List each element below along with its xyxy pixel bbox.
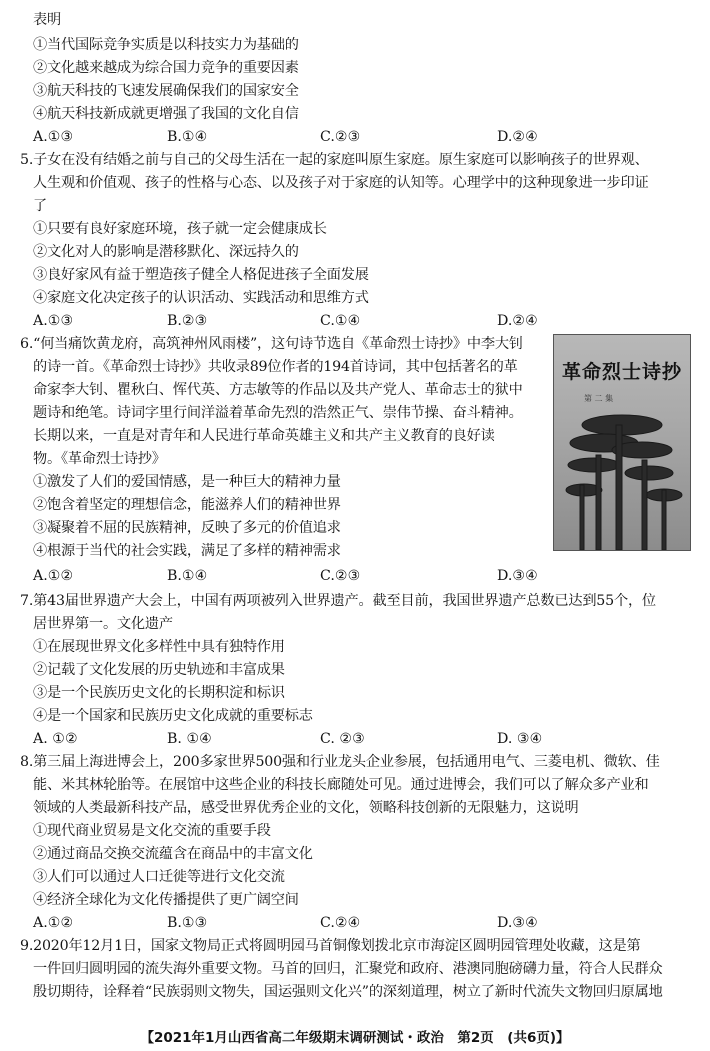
q4-option-3: ③航天科技的飞速发展确保我们的国家安全: [33, 83, 299, 99]
q5-stem-line-3: 了: [33, 198, 47, 214]
q8-stem-line-2: 能、米其林轮胎等。在展馆中这些企业的科技长廊随处可见。通过进博会，我们可以了解众多产业和: [33, 777, 649, 793]
q7-stem-line-2: 居世界第一。文化遗产: [33, 616, 173, 632]
q6-stem-line-3: 命家李大钊、瞿秋白、恽代英、方志敏等的作品以及共产党人、革命志士的狱中: [33, 382, 523, 398]
q6-stem-line-6: 物。《革命烈士诗抄》: [33, 451, 166, 467]
q8-option-3: ③人们可以通过人口迁徙等进行文化交流: [33, 869, 285, 885]
q4-option-4: ④航天科技新成就更增强了我国的文化自信: [33, 106, 299, 122]
q4-choice-c: C.②③: [320, 129, 361, 145]
q6-choice-c: C.②③: [320, 568, 361, 584]
q5-choice-d: D.②④: [497, 313, 538, 329]
q4-option-2: ②文化越来越成为综合国力竞争的重要因素: [33, 60, 299, 76]
pine-tree-illustration: [554, 395, 690, 550]
q8-stem-line-1: 8.第三届上海进博会上，200多家世界500强和行业龙头企业参展，包括通用电气、三菱电机、微软、佳: [20, 754, 660, 770]
q6-stem-line-4: 题诗和绝笔。诗词字里行间洋溢着革命先烈的浩然正气、崇伟节操、奋斗精神。: [33, 405, 523, 421]
q7-option-3: ③是一个民族历史文化的长期积淀和标识: [33, 685, 285, 701]
q8-option-2: ②通过商品交换交流蕴含在商品中的丰富文化: [33, 846, 313, 862]
q7-choice-b: B. ①④: [167, 731, 212, 747]
q7-choice-d: D. ③④: [497, 731, 543, 747]
q6-stem-line-2: 的诗一首。《革命烈士诗抄》共收录89位作者的194首诗词，其中包括著名的革: [33, 359, 518, 375]
q6-stem-line-1: 6.“何当痛饮黄龙府，高筑神州风雨楼”，这句诗节选自《革命烈士诗抄》中李大钊: [20, 336, 523, 352]
q8-option-4: ④经济全球化为文化传播提供了更广阔空间: [33, 892, 299, 908]
q6-choice-a: A.①②: [33, 568, 74, 584]
q7-choice-c: C. ②③: [320, 731, 365, 747]
q6-choice-d: D.③④: [497, 568, 538, 584]
q5-stem-line-1: 5.子女在没有结婚之前与自己的父母生活在一起的家庭叫原生家庭。原生家庭可以影响孩子的世界观、: [20, 152, 649, 168]
q7-option-2: ②记载了文化发展的历史轨迹和丰富成果: [33, 662, 285, 678]
q9-stem-line-1: 9.2020年12月1日，国家文物局正式将圆明园马首铜像划拨北京市海淀区圆明园管理处收藏，这是第: [20, 938, 641, 954]
q8-choice-b: B.①③: [167, 915, 208, 931]
q8-choice-d: D.③④: [497, 915, 538, 931]
q6-option-1: ①激发了人们的爱国情感，是一种巨大的精神力量: [33, 474, 341, 490]
q5-stem-line-2: 人生观和价值观、孩子的性格与心态、以及孩子对于家庭的认知等。心理学中的这种现象进一步印证: [33, 175, 649, 191]
q6-stem-line-5: 长期以来，一直是对青年和人民进行革命英雄主义和共产主义教育的良好读: [33, 428, 495, 444]
q8-stem-line-3: 领域的人类最新科技产品，感受世界优秀企业的文化，领略科技创新的无限魅力，这说明: [33, 800, 579, 816]
q4-choice-a: A.①③: [33, 129, 74, 145]
q9-stem-line-2: 一件回归圆明园的流失海外重要文物。马首的回归，汇聚党和政府、港澳同胞磅礴力量，符合人民群众: [33, 961, 663, 977]
book-cover-subtitle: 第 二 集: [584, 394, 614, 403]
q4-stem-end: 表明: [33, 12, 61, 28]
q8-choice-c: C.②④: [320, 915, 361, 931]
q8-option-1: ①现代商业贸易是文化交流的重要手段: [33, 823, 271, 839]
book-cover-image: [553, 334, 691, 551]
q6-choice-b: B.①④: [167, 568, 208, 584]
q6-option-2: ②饱含着坚定的理想信念，能滋养人们的精神世界: [33, 497, 341, 513]
q9-stem-line-3: 殷切期待，诠释着“民族弱则文物失，国运强则文化兴”的深刻道理，树立了新时代流失文物回归原属地: [33, 984, 663, 1000]
q5-choice-a: A.①③: [33, 313, 74, 329]
q5-option-3: ③良好家风有益于塑造孩子健全人格促进孩子全面发展: [33, 267, 369, 283]
q6-option-3: ③凝聚着不屈的民族精神，反映了多元的价值追求: [33, 520, 341, 536]
q7-option-1: ①在展现世界文化多样性中具有独特作用: [33, 639, 285, 655]
q7-choice-a: A. ①②: [33, 731, 78, 747]
q4-choice-d: D.②④: [497, 129, 538, 145]
book-cover-title: 革命烈士诗抄: [561, 361, 682, 383]
q5-option-4: ④家庭文化决定孩子的认识活动、实践活动和思维方式: [33, 290, 369, 306]
q5-option-2: ②文化对人的影响是潜移默化、深远持久的: [33, 244, 299, 260]
q7-option-4: ④是一个国家和民族历史文化成就的重要标志: [33, 708, 313, 724]
q5-choice-c: C.①④: [320, 313, 361, 329]
page-footer: 【2021年1月山西省高二年级期末调研测试・政治 第2页 (共6页)】: [140, 1030, 570, 1046]
q7-stem-line-1: 7.第43届世界遗产大会上，中国有两项被列入世界遗产。截至目前，我国世界遗产总数已达到55个，位: [20, 593, 656, 609]
q8-choice-a: A.①②: [33, 915, 74, 931]
q5-choice-b: B.②③: [167, 313, 208, 329]
q5-option-1: ①只要有良好家庭环境，孩子就一定会健康成长: [33, 221, 327, 237]
q6-option-4: ④根源于当代的社会实践，满足了多样的精神需求: [33, 543, 341, 559]
q4-choice-b: B.①④: [167, 129, 208, 145]
q4-option-1: ①当代国际竞争实质是以科技实力为基础的: [33, 37, 299, 53]
